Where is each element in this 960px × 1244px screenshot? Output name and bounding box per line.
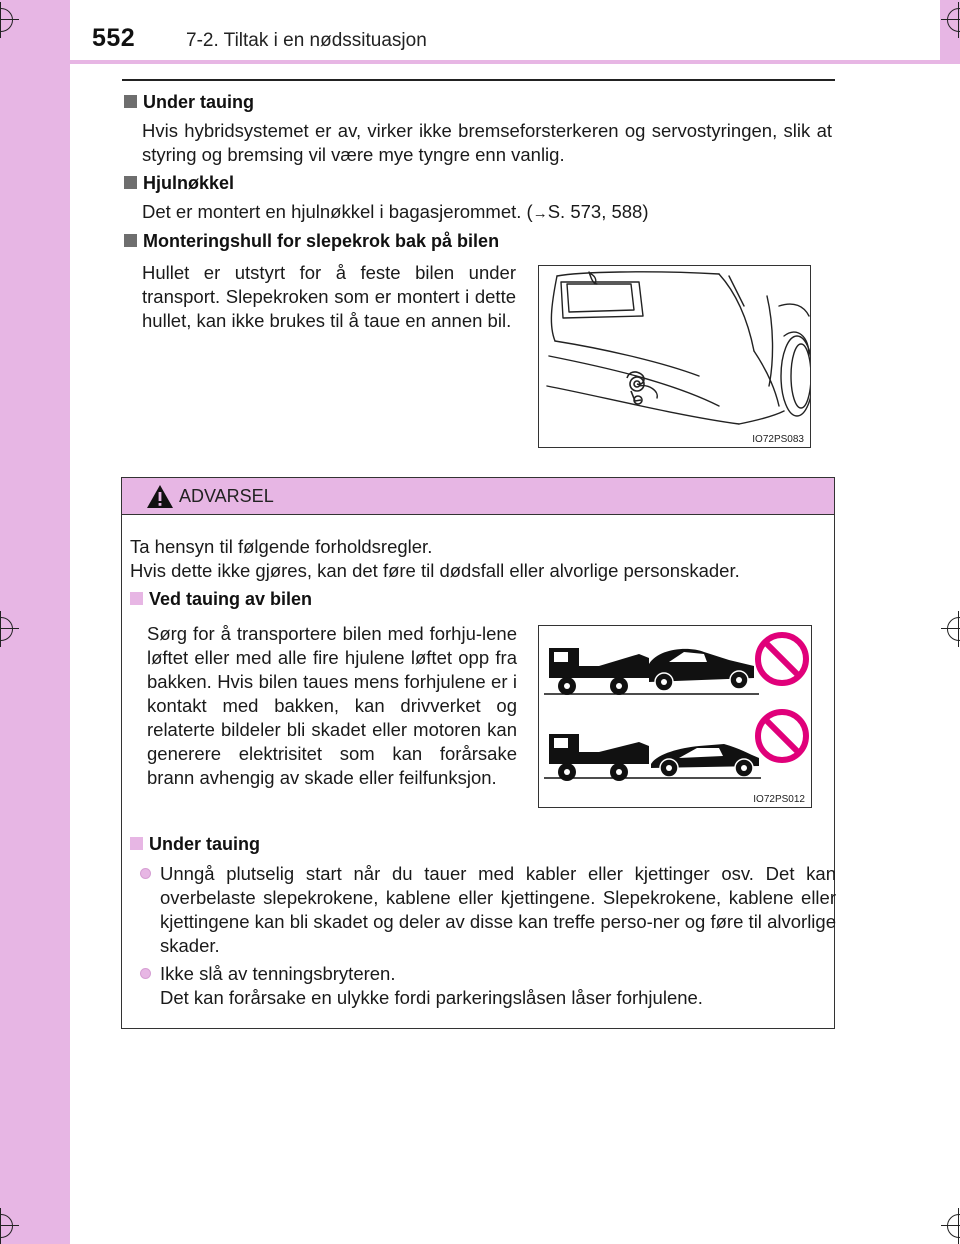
figure-code: IO72PS083	[752, 434, 804, 445]
section-heading-under-tauing: Under tauing	[124, 92, 254, 113]
warning-heading-under-tauing: Under tauing	[130, 834, 260, 855]
bullet-item-1: Unngå plutselig start når du tauer med kabler eller kjettinger osv. Det kan overbelaste slepekrokene, kablene eller kjettingene. Slepekrokene, kablene eller kjettingene kan bli skadet og deler av disse kan treffe perso-ner og føre til alvorlige skader.	[130, 862, 830, 958]
crop-mark-icon	[0, 611, 19, 647]
heading-square-icon	[124, 95, 137, 108]
warning-box	[121, 477, 835, 1029]
tow-truck-icon	[549, 648, 649, 695]
heading-square-icon	[124, 176, 137, 189]
figure-towing-prohibited	[538, 625, 812, 808]
section-text-hjulnokkel: Det er montert en hjulnøkkel i bagasjerommet. (→S. 573, 588)	[142, 201, 649, 222]
warning-intro-line-2: Hvis dette ikke gjøres, kan det føre til dødsfall eller alvorlige personskader.	[130, 560, 740, 581]
warning-heading-ved-tauing: Ved tauing av bilen	[130, 589, 312, 610]
crop-mark-icon	[941, 611, 960, 647]
figure-rear-tow-hook	[538, 265, 811, 448]
warning-label: ADVARSEL	[179, 486, 274, 506]
heading-square-icon	[130, 592, 143, 605]
heading-square-icon	[130, 837, 143, 850]
tow-truck-icon	[549, 734, 649, 781]
warning-text-ved-tauing: Sørg for å transportere bilen med forhju-lene løftet eller med alle fire hjulene løftet opp fra bakken. Hvis bilen taues mens forhjulene er i kontakt med bakken, kan drivverket og relaterte bildeler bli skadet eller motoren kan generere elektrisitet som kan forårsake brann avhengig av skade eller feilfunksjon.	[147, 623, 517, 788]
prohibition-icon	[758, 635, 806, 683]
section-heading-hjulnokkel: Hjulnøkkel	[124, 173, 234, 194]
crop-mark-icon	[0, 1208, 19, 1244]
warning-intro-line-1: Ta hensyn til følgende forholdsregler.	[130, 536, 433, 557]
prohibition-icon	[758, 712, 806, 760]
towed-car-icon	[651, 744, 759, 777]
warning-triangle-icon	[146, 484, 174, 509]
bullet-item-2: Ikke slå av tenningsbryteren. Det kan forårsake en ulykke fordi parkeringslåsen låser forhjulene.	[130, 962, 830, 1010]
crop-mark-icon	[941, 1208, 960, 1244]
bullet-dot-icon	[140, 968, 151, 979]
warning-header	[122, 478, 834, 515]
towed-car-icon	[649, 649, 754, 691]
section-heading-monteringshull: Monteringshull for slepekrok bak på bilen	[124, 231, 499, 252]
arrow-icon: →	[532, 205, 548, 222]
figure-code: IO72PS012	[753, 794, 805, 805]
crop-mark-icon	[0, 2, 19, 38]
header-edge	[70, 60, 940, 64]
section-text-monteringshull: Hullet er utstyrt for å feste bilen under transport. Slepekroken som er montert i dette hullet, kan ikke brukes til å taue en annen bil.	[142, 262, 516, 331]
towing-prohibited-illustration	[539, 626, 811, 807]
crop-mark-icon	[941, 2, 960, 38]
page-number: 552	[92, 24, 136, 52]
bullet-dot-icon	[140, 868, 151, 879]
rear-bumper-illustration	[539, 266, 810, 447]
section-title: 7-2. Tiltak i en nødssituasjon	[186, 30, 427, 51]
section-text-under-tauing: Hvis hybridsystemet er av, virker ikke bremseforsterkeren og servostyringen, slik at styring og bremsing vil være mye tyngre enn vanlig.	[142, 120, 832, 165]
heading-square-icon	[124, 234, 137, 247]
top-rule	[122, 79, 835, 81]
